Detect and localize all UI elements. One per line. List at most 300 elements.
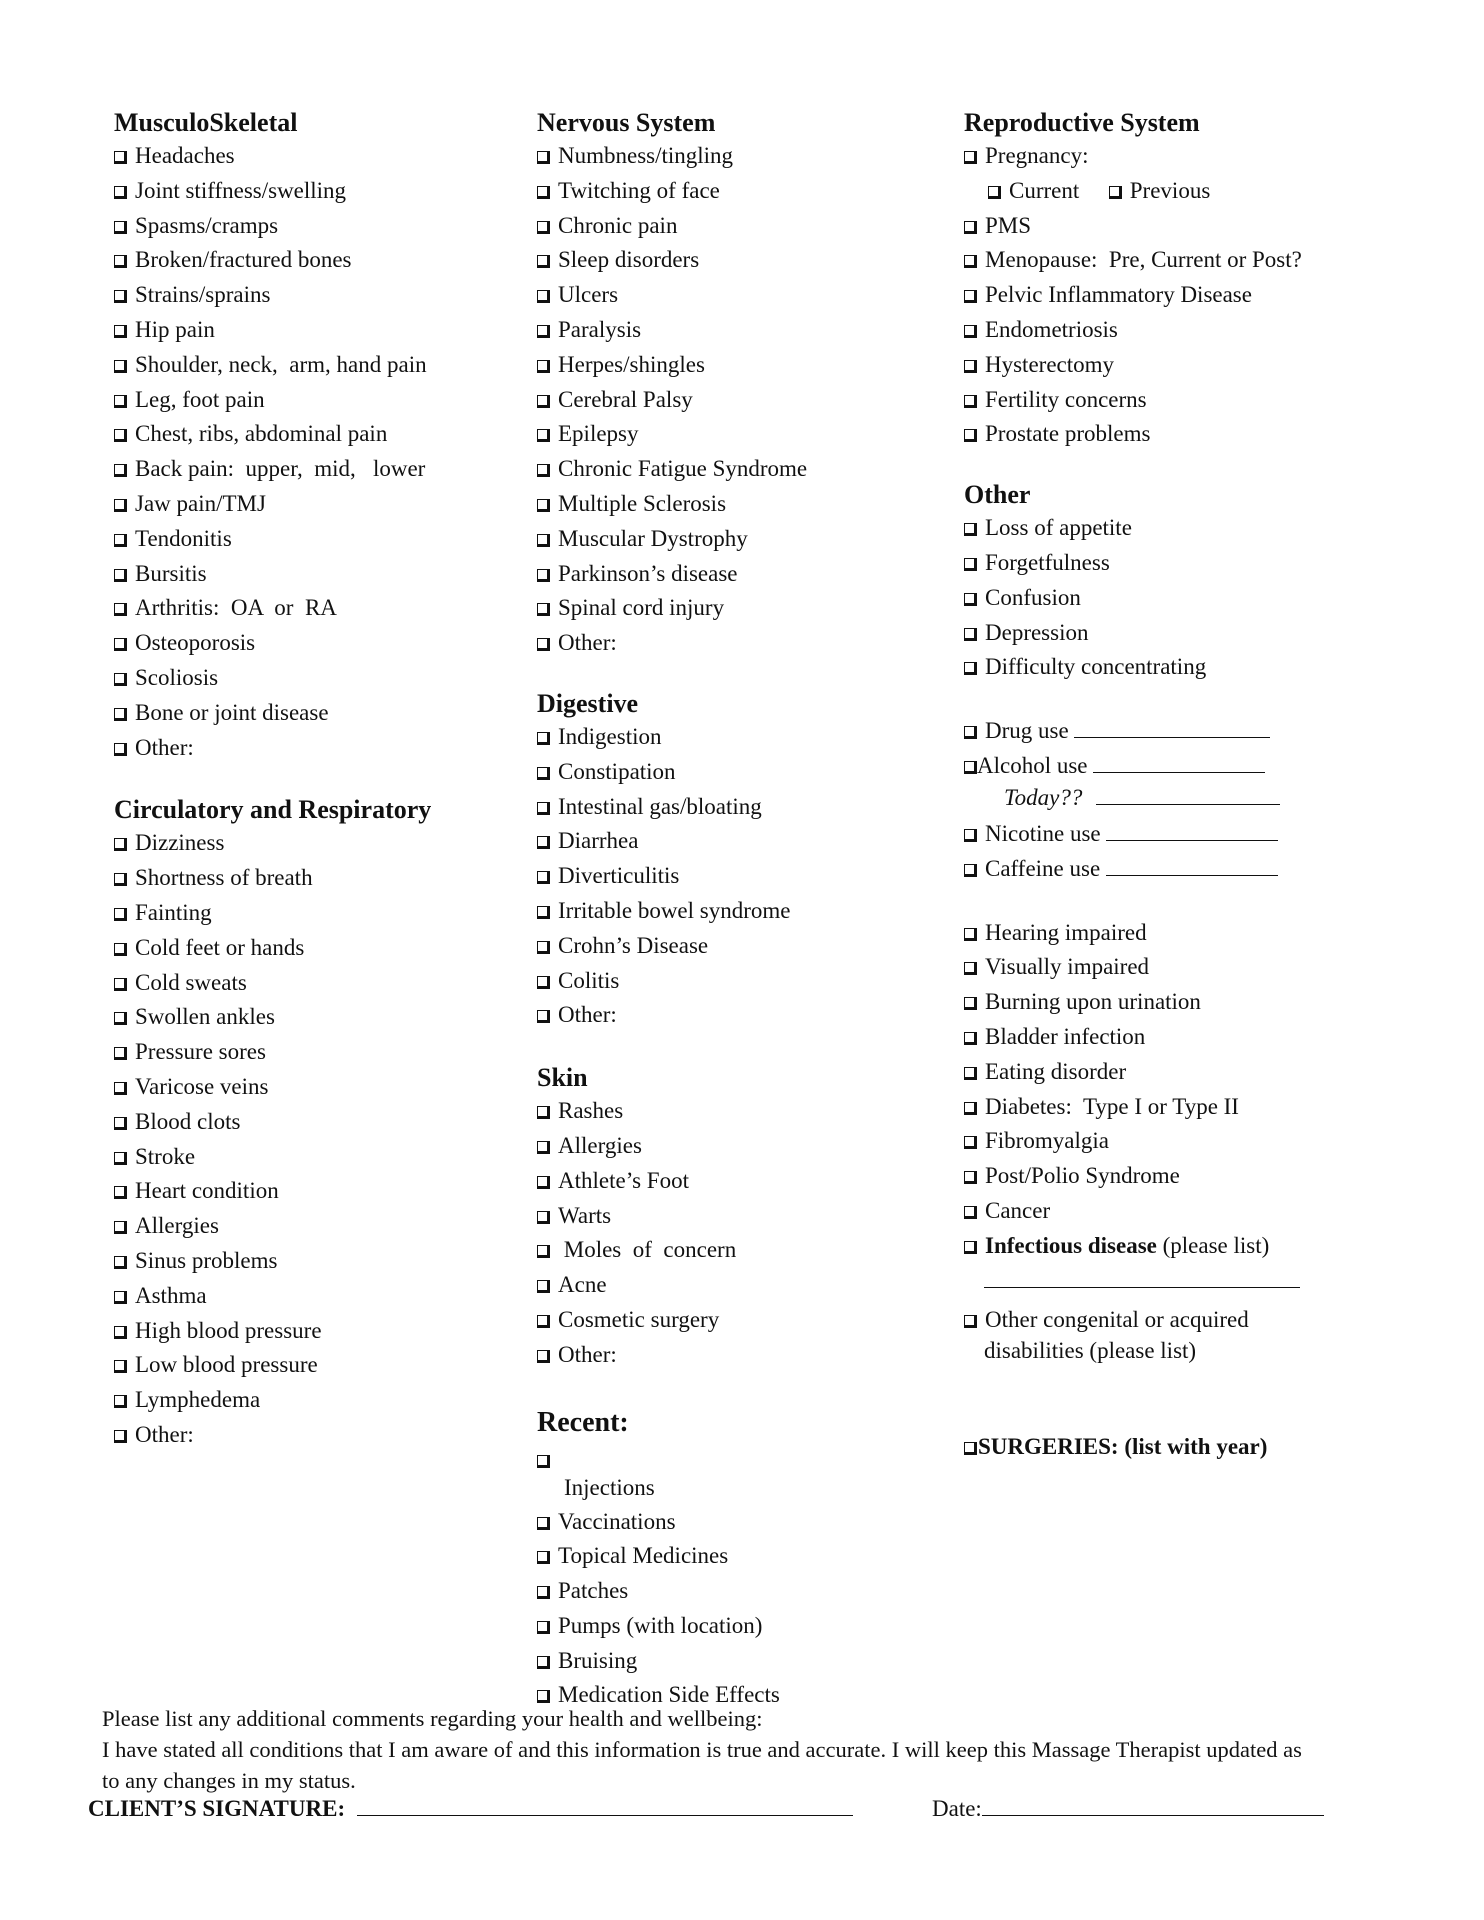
list-item-label: Colitis (558, 967, 620, 993)
checklist-recent (537, 1505, 937, 1714)
list-item-label: Hearing impaired (985, 919, 1147, 945)
column-reproductive-other (964, 107, 1384, 1464)
checkbox-icon[interactable] (114, 1360, 127, 1373)
list-item[interactable] (114, 452, 514, 487)
checkbox-icon[interactable] (114, 743, 127, 756)
list-item-label: Twitching of face (558, 177, 720, 203)
list-item-label: Pressure sores (135, 1039, 266, 1065)
checkbox-icon[interactable] (964, 1315, 977, 1328)
list-item-label: Allergies (558, 1132, 642, 1158)
checkbox-icon[interactable] (964, 726, 977, 739)
checkbox-icon[interactable] (114, 499, 127, 512)
date-row (932, 1796, 1324, 1822)
checkbox-icon[interactable] (537, 151, 550, 164)
list-item-label: Moles of concern (558, 1237, 737, 1263)
checkbox-icon[interactable] (537, 1350, 550, 1363)
checkbox-icon[interactable] (537, 1245, 550, 1258)
list-item[interactable] (537, 929, 937, 964)
list-item-label: Bladder infection (985, 1023, 1146, 1049)
checkbox-icon[interactable] (537, 976, 550, 989)
list-item[interactable] (537, 626, 937, 661)
list-item-label: Intestinal gas/bloating (558, 793, 762, 819)
section-title-digestive: Digestive (537, 688, 639, 718)
client-signature-blank[interactable] (357, 1797, 853, 1816)
checkbox-icon[interactable] (964, 662, 977, 675)
list-item-label: Visually impaired (985, 954, 1150, 980)
list-item[interactable] (114, 1279, 514, 1314)
checkbox-icon[interactable] (114, 534, 127, 547)
list-item[interactable] (537, 174, 937, 209)
list-item-label: Swollen ankles (135, 1004, 275, 1030)
checkbox-icon[interactable] (537, 1586, 550, 1599)
checkbox-icon[interactable] (114, 1047, 127, 1060)
list-item-label: Medication Side Effects (558, 1682, 780, 1708)
checkbox-icon[interactable] (114, 638, 127, 651)
list-item-label: Warts (558, 1202, 612, 1228)
checkbox-icon[interactable] (537, 1280, 550, 1293)
list-item[interactable] (537, 859, 937, 894)
checkbox-icon[interactable] (114, 1256, 127, 1269)
list-item[interactable] (537, 1505, 937, 1540)
list-item[interactable] (537, 1644, 937, 1679)
list-item[interactable] (537, 964, 937, 999)
list-item[interactable] (964, 511, 1384, 546)
accuracy-statement-line1: I have stated all conditions that I am aware of and this information is true and accurate. I will keep this Massage Therapist updated as (102, 1737, 1302, 1762)
list-item-label: Confusion (985, 584, 1081, 610)
list-item-label: Chest, ribs, abdominal pain (135, 421, 388, 447)
checkbox-icon[interactable] (537, 603, 550, 616)
today-blank[interactable] (1096, 786, 1280, 805)
list-item[interactable] (537, 139, 937, 174)
checkbox-icon[interactable] (114, 360, 127, 373)
list-item[interactable] (114, 174, 514, 209)
checkbox-icon[interactable] (114, 325, 127, 338)
list-item[interactable] (537, 824, 937, 859)
list-item[interactable] (114, 417, 514, 452)
checkbox-icon[interactable] (964, 1171, 977, 1184)
list-item[interactable] (964, 1090, 1384, 1125)
list-item-label: Blood clots (135, 1108, 241, 1134)
checkbox-icon[interactable] (537, 534, 550, 547)
checkbox-icon[interactable] (537, 802, 550, 815)
checkbox-icon[interactable] (964, 1241, 977, 1254)
checkbox-icon[interactable] (537, 1455, 550, 1468)
checkbox-icon[interactable] (114, 464, 127, 477)
drug-use-blank[interactable] (1074, 719, 1270, 738)
list-item-label: Sinus problems (135, 1247, 278, 1273)
checkbox-icon[interactable] (114, 603, 127, 616)
checkbox-icon[interactable] (988, 186, 1001, 199)
section-title-circulatory: Circulatory and Respiratory (114, 795, 432, 825)
list-item[interactable] (537, 790, 937, 825)
checkbox-icon[interactable] (537, 941, 550, 954)
checkbox-icon[interactable] (537, 1621, 550, 1634)
list-item[interactable] (114, 1209, 514, 1244)
list-item[interactable] (964, 417, 1384, 452)
checkbox-icon[interactable] (537, 255, 550, 268)
section-nervous (537, 107, 937, 661)
list-item[interactable] (114, 1174, 514, 1209)
list-item-label: Cerebral Palsy (558, 386, 693, 412)
section-circulatory (114, 794, 514, 1452)
checkbox-icon[interactable] (964, 864, 977, 877)
checkbox-icon[interactable] (114, 1082, 127, 1095)
list-item[interactable] (964, 616, 1384, 651)
checklist-reproductive (964, 209, 1384, 453)
checkbox-icon[interactable] (114, 873, 127, 886)
checkbox-icon[interactable] (537, 836, 550, 849)
checkbox-icon[interactable] (537, 290, 550, 303)
section-title-reproductive: Reproductive System (964, 108, 1200, 137)
list-item[interactable] (114, 661, 514, 696)
checkbox-icon[interactable] (964, 829, 977, 842)
checklist-circulatory (114, 826, 514, 1452)
list-item-label: Hip pain (135, 316, 215, 342)
checkbox-icon[interactable] (114, 1186, 127, 1199)
list-item[interactable] (537, 1609, 937, 1644)
section-skin (537, 1062, 937, 1372)
list-item[interactable] (114, 931, 514, 966)
checkbox-icon[interactable] (114, 708, 127, 721)
checkbox-icon[interactable] (114, 221, 127, 234)
checkbox-icon[interactable] (114, 290, 127, 303)
list-item-label: Bursitis (135, 560, 207, 586)
list-item[interactable] (537, 1199, 937, 1234)
list-item-label: Sleep disorders (558, 247, 700, 273)
checklist-misc (964, 916, 1384, 1229)
list-item[interactable] (537, 1338, 937, 1373)
checkbox-icon[interactable] (114, 1117, 127, 1130)
checkbox-icon[interactable] (964, 221, 977, 234)
list-item-label: Varicose veins (135, 1073, 269, 1099)
list-item[interactable] (964, 650, 1384, 685)
list-item[interactable] (114, 1105, 514, 1140)
list-item-label: Heart condition (135, 1178, 279, 1204)
list-item[interactable] (537, 1303, 937, 1338)
list-item[interactable] (537, 313, 937, 348)
checkbox-icon[interactable] (114, 569, 127, 582)
list-item[interactable] (114, 1035, 514, 1070)
checkbox-icon[interactable] (964, 255, 977, 268)
list-item[interactable] (537, 487, 937, 522)
list-item-label: Broken/fractured bones (135, 247, 352, 273)
checkbox-icon[interactable] (114, 673, 127, 686)
checkbox-icon[interactable] (537, 871, 550, 884)
checklist-skin (537, 1094, 937, 1372)
list-item[interactable] (537, 1574, 937, 1609)
list-item[interactable] (114, 896, 514, 931)
list-item[interactable] (964, 950, 1384, 985)
list-item[interactable] (114, 243, 514, 278)
list-item-label: Herpes/shingles (558, 351, 705, 377)
section-reproductive (964, 107, 1384, 452)
list-item[interactable] (114, 313, 514, 348)
infectious-disease-blank-row (964, 1264, 1384, 1300)
list-item[interactable] (537, 720, 937, 755)
list-item[interactable] (964, 1124, 1384, 1159)
checklist-digestive (537, 720, 937, 1033)
checkbox-icon[interactable] (537, 1211, 550, 1224)
list-item-label: Acne (558, 1272, 607, 1298)
list-item[interactable] (114, 348, 514, 383)
list-item[interactable] (537, 1539, 937, 1574)
checkbox-icon[interactable] (537, 1551, 550, 1564)
list-item[interactable] (537, 278, 937, 313)
list-item[interactable] (114, 383, 514, 418)
checkbox-icon[interactable] (114, 1326, 127, 1339)
checkbox-icon[interactable] (537, 1517, 550, 1530)
checkbox-icon[interactable] (114, 1221, 127, 1234)
list-item[interactable] (964, 1194, 1384, 1229)
checkbox-icon[interactable] (537, 906, 550, 919)
checkbox-icon[interactable] (964, 429, 977, 442)
list-item-label: Indigestion (558, 723, 662, 749)
list-item-infectious-disease[interactable]: Infectious disease (please list) (964, 1229, 1384, 1264)
list-item[interactable] (537, 998, 937, 1033)
list-item[interactable] (114, 557, 514, 592)
checkbox-icon[interactable] (114, 978, 127, 991)
list-item[interactable] (114, 696, 514, 731)
checkbox-icon[interactable] (114, 395, 127, 408)
list-item-label: Cosmetic surgery (558, 1306, 720, 1332)
list-item[interactable] (114, 1348, 514, 1383)
list-item[interactable] (114, 1140, 514, 1175)
alcohol-use-blank[interactable] (1093, 754, 1265, 773)
list-item[interactable] (537, 417, 937, 452)
checklist-nervous (537, 139, 937, 661)
list-item-label: Cancer (985, 1197, 1051, 1223)
list-item-label: Hysterectomy (985, 351, 1115, 377)
list-item[interactable] (964, 916, 1384, 951)
list-item[interactable] (537, 522, 937, 557)
list-item[interactable] (964, 383, 1384, 418)
footer-statement (102, 1703, 1422, 1796)
checkbox-icon[interactable] (964, 1206, 977, 1219)
checkbox-icon[interactable] (114, 908, 127, 921)
list-item[interactable] (537, 591, 937, 626)
caffeine-use-blank[interactable] (1106, 857, 1278, 876)
list-item[interactable] (114, 1000, 514, 1035)
checkbox-icon[interactable] (114, 1430, 127, 1443)
checkbox-icon[interactable] (964, 558, 977, 571)
list-item[interactable] (964, 243, 1384, 278)
list-item-label: Endometriosis (985, 316, 1118, 342)
checkbox-icon[interactable] (964, 1032, 977, 1045)
checkbox-icon[interactable] (964, 395, 977, 408)
list-item-label: Leg, foot pain (135, 386, 265, 412)
list-item[interactable] (537, 557, 937, 592)
list-item-label: Fainting (135, 899, 212, 925)
checkbox-icon[interactable] (114, 429, 127, 442)
list-item-label: Strains/sprains (135, 282, 271, 308)
list-item-label: Other: (558, 1002, 617, 1028)
list-item-label: Osteoporosis (135, 630, 256, 656)
list-item-label: Constipation (558, 758, 676, 784)
list-item-alcohol-use[interactable]: Alcohol use (964, 749, 1384, 781)
list-item[interactable] (114, 487, 514, 522)
list-item-drug-use[interactable]: Drug use (964, 714, 1384, 749)
list-item[interactable] (537, 1164, 937, 1199)
checkbox-icon[interactable] (114, 1291, 127, 1304)
list-item-label: Other: (558, 630, 617, 656)
checkbox-icon[interactable] (114, 943, 127, 956)
list-item-label: Rashes (558, 1098, 624, 1124)
list-item[interactable] (114, 139, 514, 174)
checkbox-icon[interactable] (537, 186, 550, 199)
checkbox-icon[interactable] (537, 1106, 550, 1119)
date-blank[interactable] (982, 1797, 1324, 1816)
list-item-pregnancy[interactable]: Pregnancy: (964, 139, 1384, 174)
list-item-label: Parkinson’s disease (558, 560, 738, 586)
section-title-musculoskeletal: MusculoSkeletal (114, 108, 298, 137)
checkbox-icon[interactable] (537, 360, 550, 373)
nicotine-use-blank[interactable] (1106, 822, 1278, 841)
list-item[interactable] (964, 581, 1384, 616)
infectious-disease-blank[interactable] (984, 1269, 1300, 1288)
list-item[interactable] (537, 383, 937, 418)
list-item[interactable] (114, 626, 514, 661)
list-item[interactable] (964, 348, 1384, 383)
checkbox-icon[interactable] (114, 151, 127, 164)
checkbox-icon[interactable] (114, 1395, 127, 1408)
list-item-label: Scoliosis (135, 664, 219, 690)
section-title-skin: Skin (537, 1063, 588, 1093)
list-item-congenital[interactable]: Other congenital or acquired disabilities (please list) (964, 1304, 1384, 1366)
checkbox-icon[interactable] (537, 499, 550, 512)
checkbox-icon[interactable] (964, 1442, 977, 1455)
list-item[interactable] (964, 1159, 1384, 1194)
list-item[interactable] (537, 1094, 937, 1129)
checkbox-icon[interactable] (964, 761, 977, 774)
list-item[interactable] (964, 209, 1384, 244)
checkbox-icon[interactable] (964, 593, 977, 606)
checkbox-icon[interactable] (537, 429, 550, 442)
list-item[interactable] (114, 278, 514, 313)
list-item-caffeine-use[interactable]: Caffeine use (964, 852, 1384, 887)
list-item[interactable] (537, 1129, 937, 1164)
list-item[interactable] (114, 1314, 514, 1349)
list-item-label: Spasms/cramps (135, 212, 279, 238)
list-item-label: Burning upon urination (985, 989, 1201, 1015)
list-item-label: Diarrhea (558, 828, 639, 854)
checkbox-icon[interactable] (964, 928, 977, 941)
list-item-label: High blood pressure (135, 1317, 322, 1343)
list-item-label: Pumps (with location) (558, 1612, 763, 1638)
list-item-label: Athlete’s Foot (558, 1167, 689, 1193)
list-item[interactable] (114, 1244, 514, 1279)
list-item[interactable] (964, 985, 1384, 1020)
list-item-label: Asthma (135, 1282, 207, 1308)
checkbox-icon[interactable] (964, 1067, 977, 1080)
list-item[interactable] (537, 1268, 937, 1303)
list-item[interactable] (114, 826, 514, 861)
checkbox-icon[interactable] (964, 325, 977, 338)
list-item-label: Dizziness (135, 830, 225, 856)
checkbox-icon[interactable] (1109, 186, 1122, 199)
list-item[interactable] (537, 894, 937, 929)
checkbox-icon[interactable] (964, 1102, 977, 1115)
list-item-label: Vaccinations (558, 1508, 676, 1534)
list-item[interactable] (114, 522, 514, 557)
list-item-surgeries[interactable]: SURGERIES: (list with year) (964, 1430, 1384, 1465)
list-item[interactable] (114, 209, 514, 244)
list-item[interactable] (114, 861, 514, 896)
checkbox-icon[interactable] (964, 360, 977, 373)
checkbox-icon[interactable] (537, 325, 550, 338)
list-item[interactable] (537, 1233, 937, 1268)
list-item-label: Menopause: Pre, Current or Post? (985, 247, 1302, 273)
list-item-label: Other: (135, 1421, 194, 1447)
checkbox-icon[interactable] (537, 1176, 550, 1189)
checkbox-icon[interactable] (537, 1010, 550, 1023)
checkbox-icon[interactable] (114, 255, 127, 268)
section-title-other: Other (964, 480, 1031, 510)
checkbox-icon[interactable] (114, 1152, 127, 1165)
list-item[interactable] (114, 1070, 514, 1105)
checkbox-icon[interactable] (537, 732, 550, 745)
checkbox-icon[interactable] (964, 628, 977, 641)
list-item[interactable] (114, 591, 514, 626)
list-item[interactable] (537, 452, 937, 487)
list-item[interactable] (114, 1383, 514, 1418)
checkbox-icon[interactable] (537, 569, 550, 582)
section-title-nervous: Nervous System (537, 108, 716, 137)
list-item-label: Stroke (135, 1143, 196, 1169)
list-item[interactable] (537, 755, 937, 790)
list-item[interactable] (964, 278, 1384, 313)
checkbox-icon[interactable] (537, 395, 550, 408)
list-item[interactable] (114, 966, 514, 1001)
checkbox-icon[interactable] (114, 186, 127, 199)
list-item[interactable] (964, 1020, 1384, 1055)
checkbox-icon[interactable] (964, 962, 977, 975)
list-item[interactable] (964, 546, 1384, 581)
checkbox-icon[interactable] (537, 638, 550, 651)
checkbox-icon[interactable] (114, 1012, 127, 1025)
list-item[interactable] (537, 348, 937, 383)
checkbox-icon[interactable] (964, 997, 977, 1010)
list-item-injections[interactable]: Injections (537, 1453, 937, 1505)
checkbox-icon[interactable] (537, 1690, 550, 1703)
checkbox-icon[interactable] (537, 464, 550, 477)
checkbox-icon[interactable] (964, 1136, 977, 1149)
checkbox-icon[interactable] (537, 1141, 550, 1154)
checkbox-icon[interactable] (537, 1656, 550, 1669)
list-item[interactable] (114, 1418, 514, 1453)
list-item[interactable] (964, 313, 1384, 348)
list-item-label: Cold sweats (135, 969, 247, 995)
list-item-label: Low blood pressure (135, 1352, 318, 1378)
checkbox-icon[interactable] (537, 767, 550, 780)
list-item-label: Other: (135, 734, 194, 760)
checkbox-icon[interactable] (964, 151, 977, 164)
list-item-label: Other: (558, 1341, 617, 1367)
checkbox-icon[interactable] (964, 523, 977, 536)
list-item[interactable] (114, 731, 514, 766)
checkbox-icon[interactable] (114, 838, 127, 851)
list-item[interactable] (537, 243, 937, 278)
checkbox-icon[interactable] (537, 221, 550, 234)
checkbox-icon[interactable] (537, 1315, 550, 1328)
list-item-label: Irritable bowel syndrome (558, 897, 791, 923)
list-item[interactable] (537, 209, 937, 244)
list-item-label: Depression (985, 619, 1089, 645)
checkbox-icon[interactable] (964, 290, 977, 303)
list-item-label: Loss of appetite (985, 515, 1132, 541)
list-item-label: Shortness of breath (135, 865, 313, 891)
list-item-nicotine-use[interactable]: Nicotine use (964, 817, 1384, 852)
list-item[interactable] (964, 1055, 1384, 1090)
